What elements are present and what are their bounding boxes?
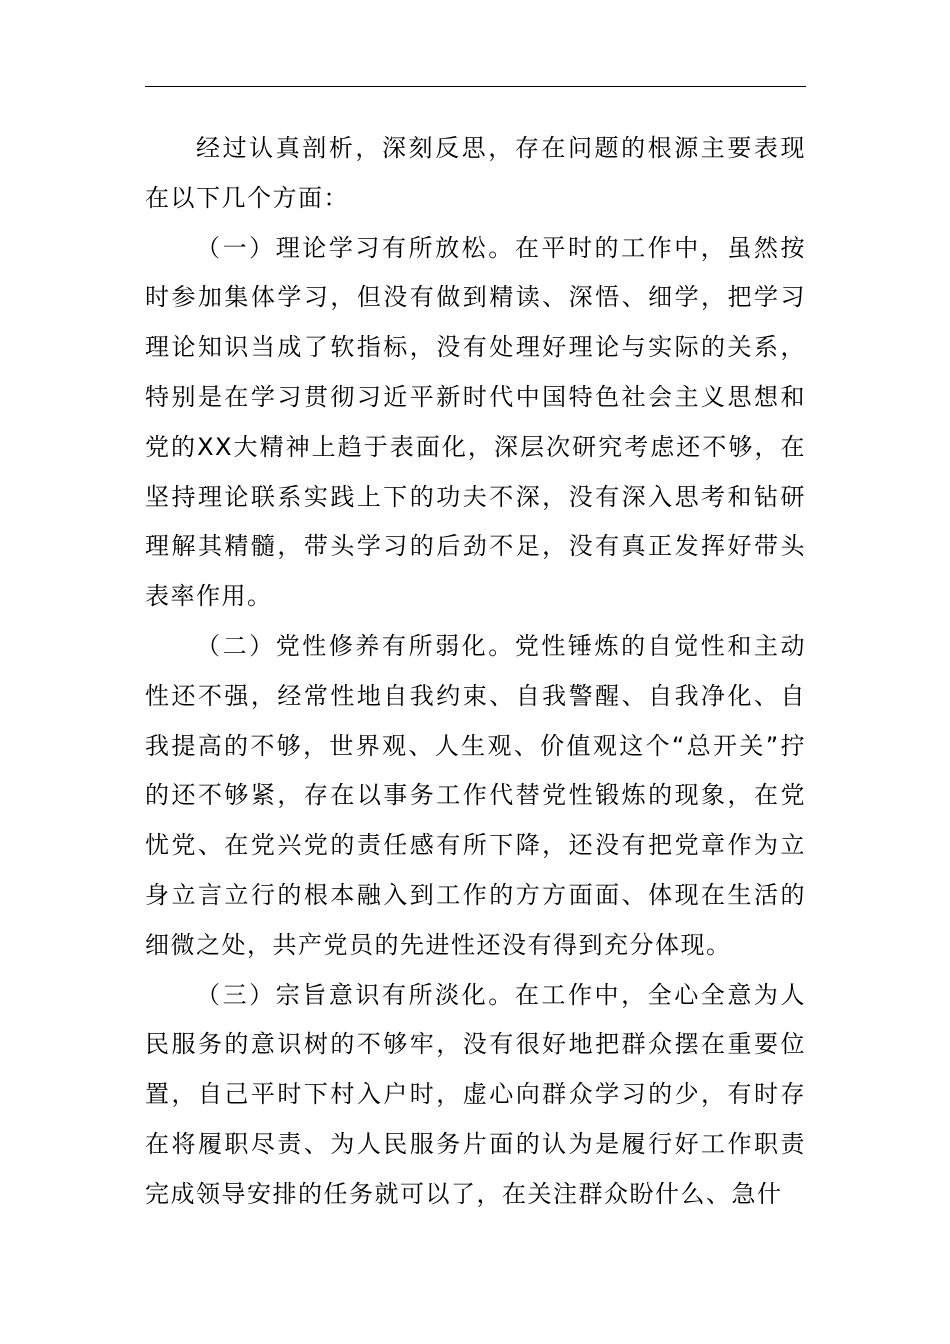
header-rule [145,86,806,87]
paragraph-purpose-awareness: （三）宗旨意识有所淡化。在工作中，全心全意为人民服务的意识树的不够牢，没有很好地把群众摆在重要位置，自己平时下村入户时，虚心向群众学习的少，有时存在将履职尽责、为人民服务片面的认为是履行好工作职责完成领导安排的任务就可以了，在关注群众盼什么、急什 [145,980,806,1208]
document-body [145,124,806,1220]
paragraph-intro: 经过认真剖析，深刻反思，存在问题的根源主要表现在以下几个方面： [145,134,806,212]
paragraph-theory-study: （一）理论学习有所放松。在平时的工作中，虽然按时参加集体学习，但没有做到精读、深悟、细学，把学习理论知识当成了软指标，没有处理好理论与实际的关系，特别是在学习贯彻习近平新时代中国特色社会主义思想和党的XX大精神上趋于表面化，深层次研究考虑还不够，在坚持理论联系实践上下的功夫不深，没有深入思考和钻研理解其精髓，带头学习的后劲不足，没有真正发挥好带头表率作用。 [145,233,806,611]
paragraph-party-spirit: （二）党性修养有所弱化。党性锤炼的自觉性和主动性还不强，经常性地自我约束、自我警醒、自我净化、自我提高的不够，世界观、人生观、价值观这个“总开关”拧的还不够紧，存在以事务工作代替党性锻炼的现象，在党忧党、在党兴党的责任感有所下降，还没有把党章作为立身立言立行的根本融入到工作的方方面面、体现在生活的细微之处，共产党员的先进性还没有得到充分体现。 [145,631,806,959]
